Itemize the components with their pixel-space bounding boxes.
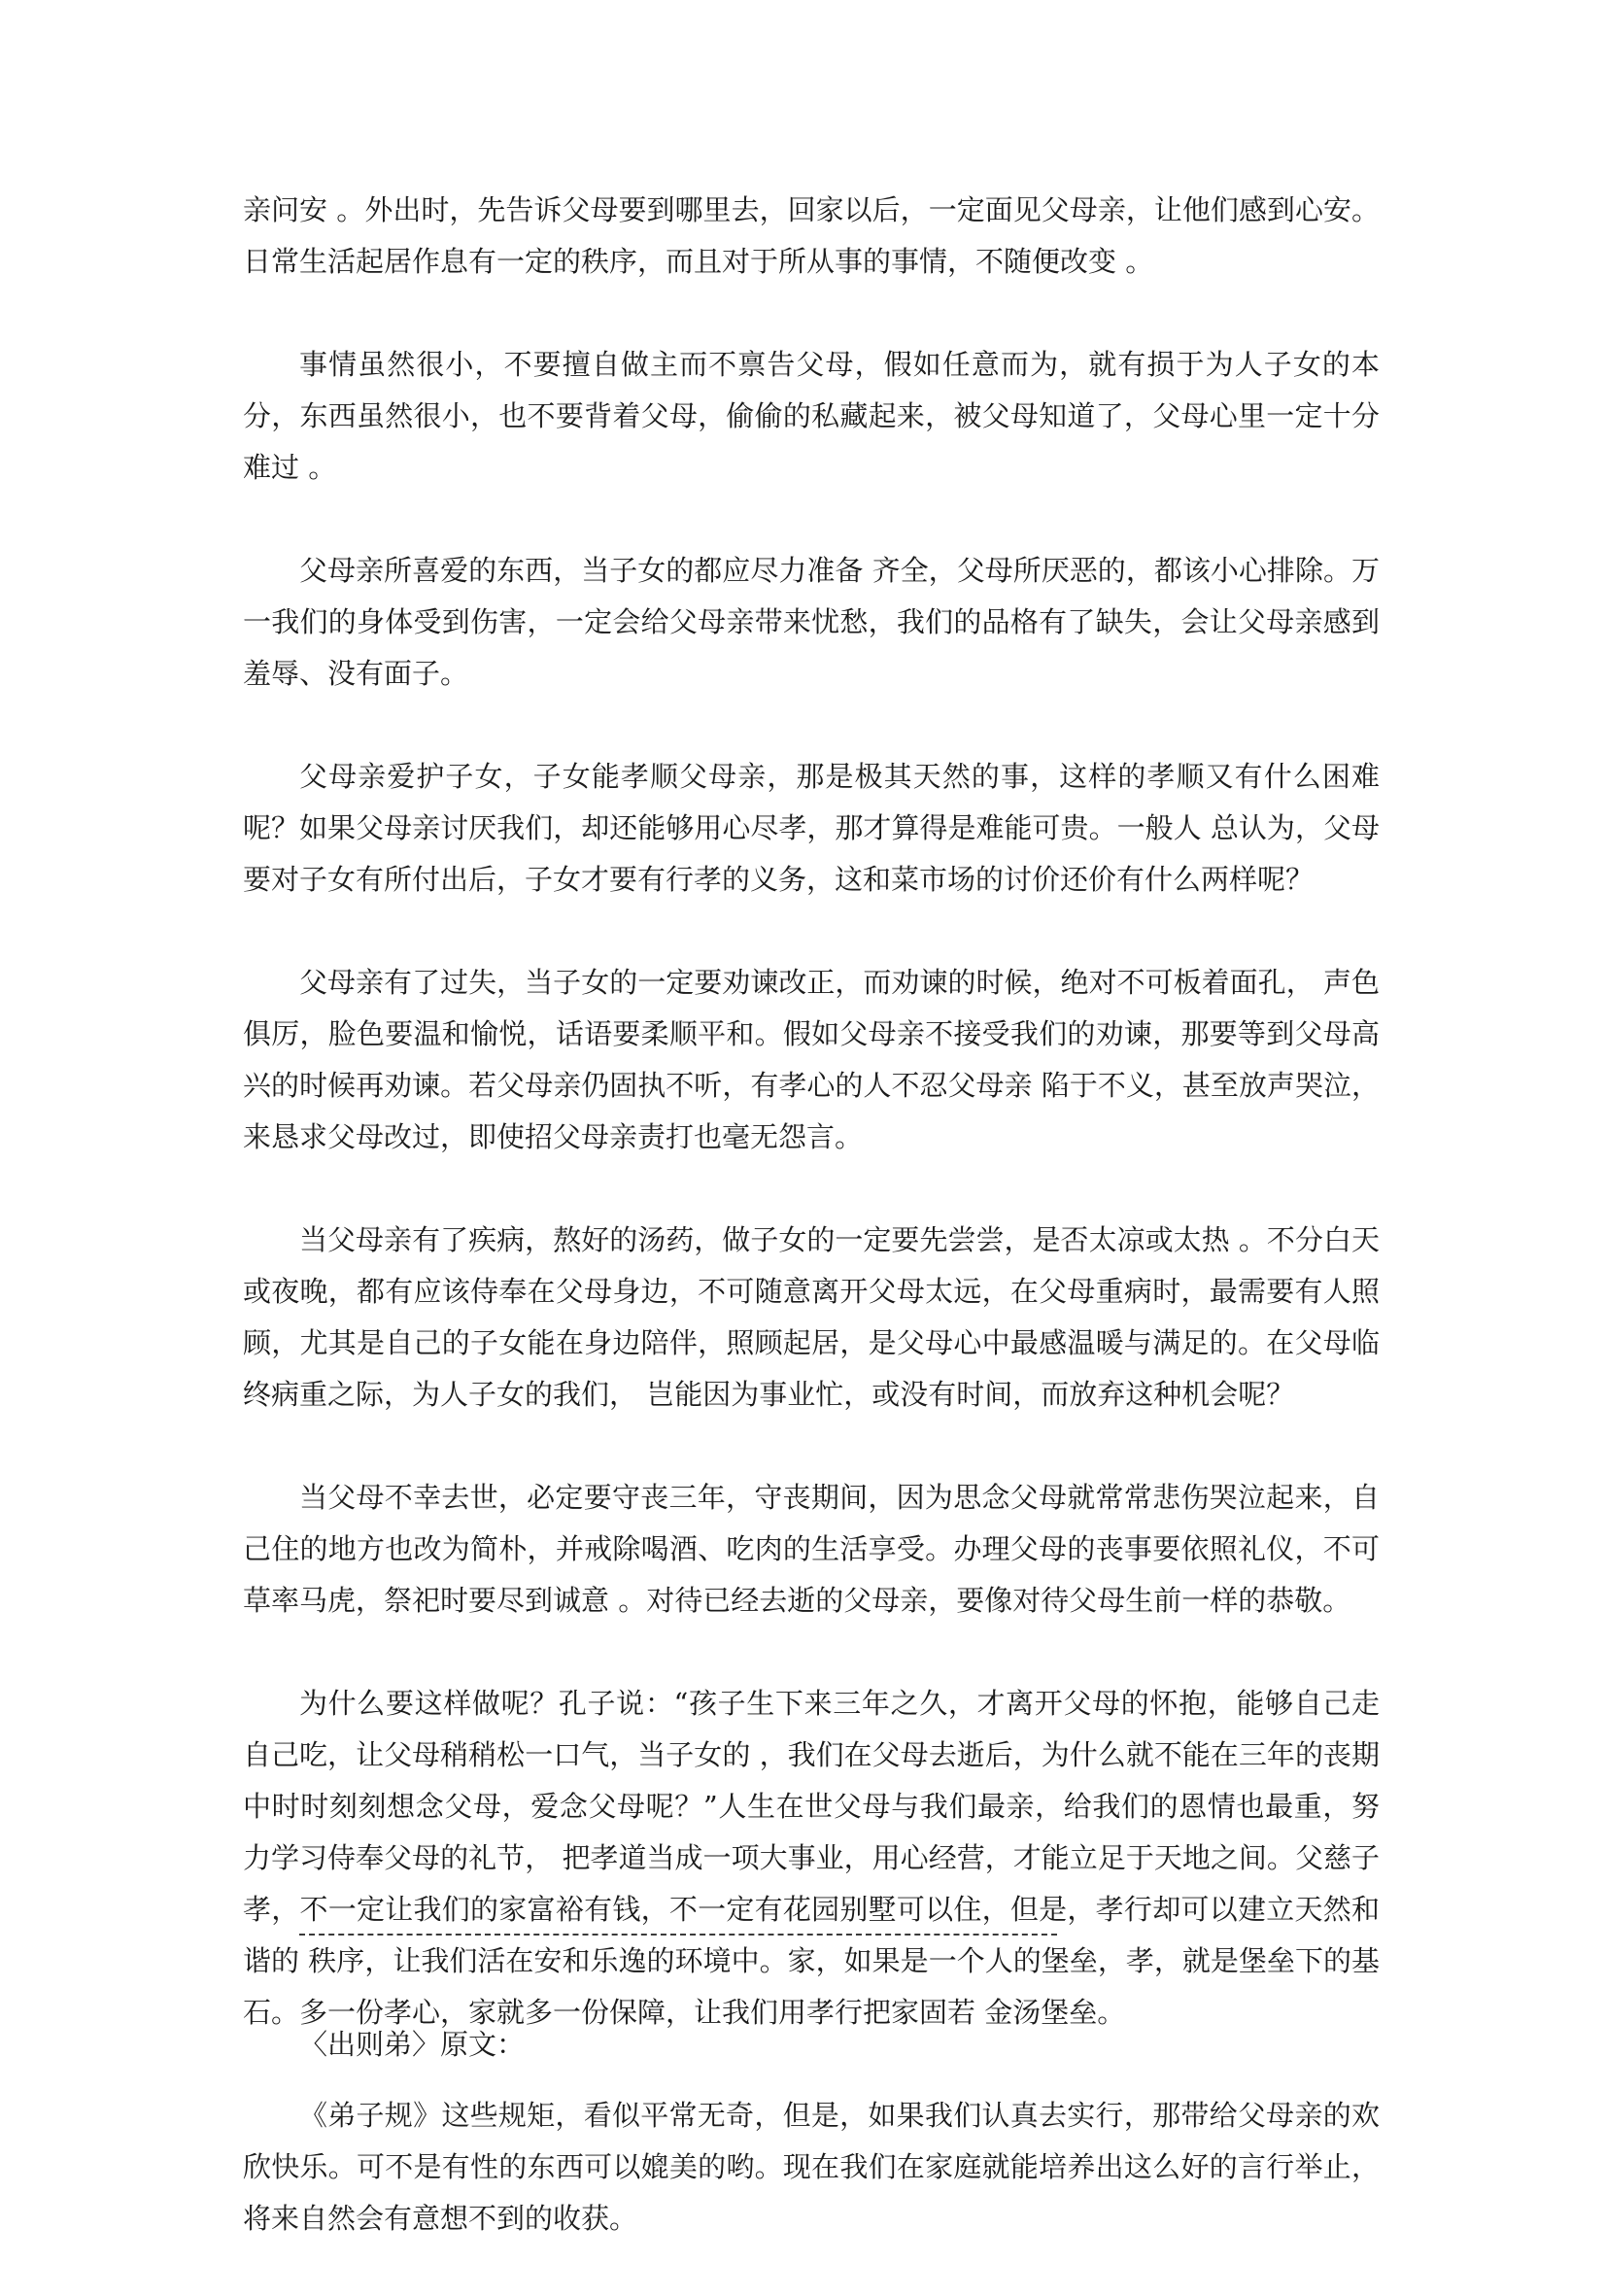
paragraph-3: 父母亲所喜爱的东西，当子女的都应尽力准备 齐全，父母所厌恶的，都该小心排除。万一我们的身体受到伤害，一定会给父母亲带来忧愁，我们的品格有了缺失，会让父母亲感到羞辱、没有面子。 (243, 554, 1380, 690)
paragraph-5: 父母亲有了过失，当子女的一定要劝谏改正，而劝谏的时候，绝对不可板着面孔， 声色俱厉，脸色要温和愉悦，话语要柔顺平和。假如父母亲不接受我们的劝谏，那要等到父母高兴的时候再劝谏。若父母亲仍固执不听，有孝心的人不忍父母亲 陷于不义，甚至放声哭泣，来恳求父母改过，即使招父母亲责打也毫无怨言。 (243, 966, 1380, 1153)
section-heading: 〈出则弟〉原文： (299, 2028, 526, 2061)
dashed-divider (299, 1934, 1057, 1936)
paragraph-4: 父母亲爱护子女，子女能孝顺父母亲，那是极其天然的事，这样的孝顺又有什么困难呢？如果父母亲讨厌我们，却还能够用心尽孝，那才算得是难能可贵。一般人 总认为，父母要对子女有所付出后，子女才要有行孝的义务，这和菜市场的讨价还价有什么两样呢？ (243, 760, 1380, 896)
paragraph-8: 为什么要这样做呢？孔子说：“孩子生下来三年之久，才离开父母的怀抱，能够自己走自己吃，让父母稍稍松一口气，当子女的 ，我们在父母去逝后，为什么就不能在三年的丧期中时时刻刻想念父母，爱念父母呢？”人生在世父母与我们最亲，给我们的恩情也最重，努力学习侍奉父母的礼节， 把孝道当成一项大事业，用心经营，才能立足于天地之间。父慈子孝，不一定让我们的家富裕有钱，不一定有花园别墅可以住，但是，孝行却可以建立天然和谐的 秩序，让我们活在安和乐逸的环境中。家，如果是一个人的堡垒，孝，就是堡垒下的基石。多一份孝心，家就多一份保障，让我们用孝行把家固若 金汤堡垒。 (243, 1687, 1380, 2029)
paragraph-2: 事情虽然很小，不要擅自做主而不禀告父母，假如任意而为，就有损于为人子女的本分，东西虽然很小，也不要背着父母，偷偷的私藏起来，被父母知道了，父母心里一定十分难过 。 (243, 348, 1380, 484)
paragraph-6: 当父母亲有了疾病，熬好的汤药，做子女的一定要先尝尝，是否太凉或太热 。不分白天或夜晚，都有应该侍奉在父母身边，不可随意离开父母太远，在父母重病时，最需要有人照顾，尤其是自己的子女能在身边陪伴，照顾起居，是父母心中最感温暖与满足的。在父母临终病重之际，为人子女的我们， 岂能因为事业忙，或没有时间，而放弃这种机会呢？ (243, 1223, 1380, 1411)
paragraph-9: 《弟子规》这些规矩，看似平常无奇，但是，如果我们认真去实行，那带给父母亲的欢欣快乐。可不是有性的东西可以媲美的哟。现在我们在家庭就能培养出这么好的言行举止，将来自然会有意想不到的收获。 (243, 2099, 1380, 2235)
paragraph-7: 当父母不幸去世，必定要守丧三年，守丧期间，因为思念父母就常常悲伤哭泣起来，自己住的地方也改为简朴，并戒除喝酒、吃肉的生活享受。办理父母的丧事要依照礼仪，不可草率马虎，祭祀时要尽到诚意 。对待已经去逝的父母亲，要像对待父母生前一样的恭敬。 (243, 1481, 1380, 1617)
paragraph-1: 亲问安 。外出时，先告诉父母要到哪里去，回家以后，一定面见父母亲，让他们感到心安。日常生活起居作息有一定的秩序，而且对于所从事的事情，不随便改变 。 (243, 193, 1380, 278)
body-text (243, 185, 1380, 2296)
